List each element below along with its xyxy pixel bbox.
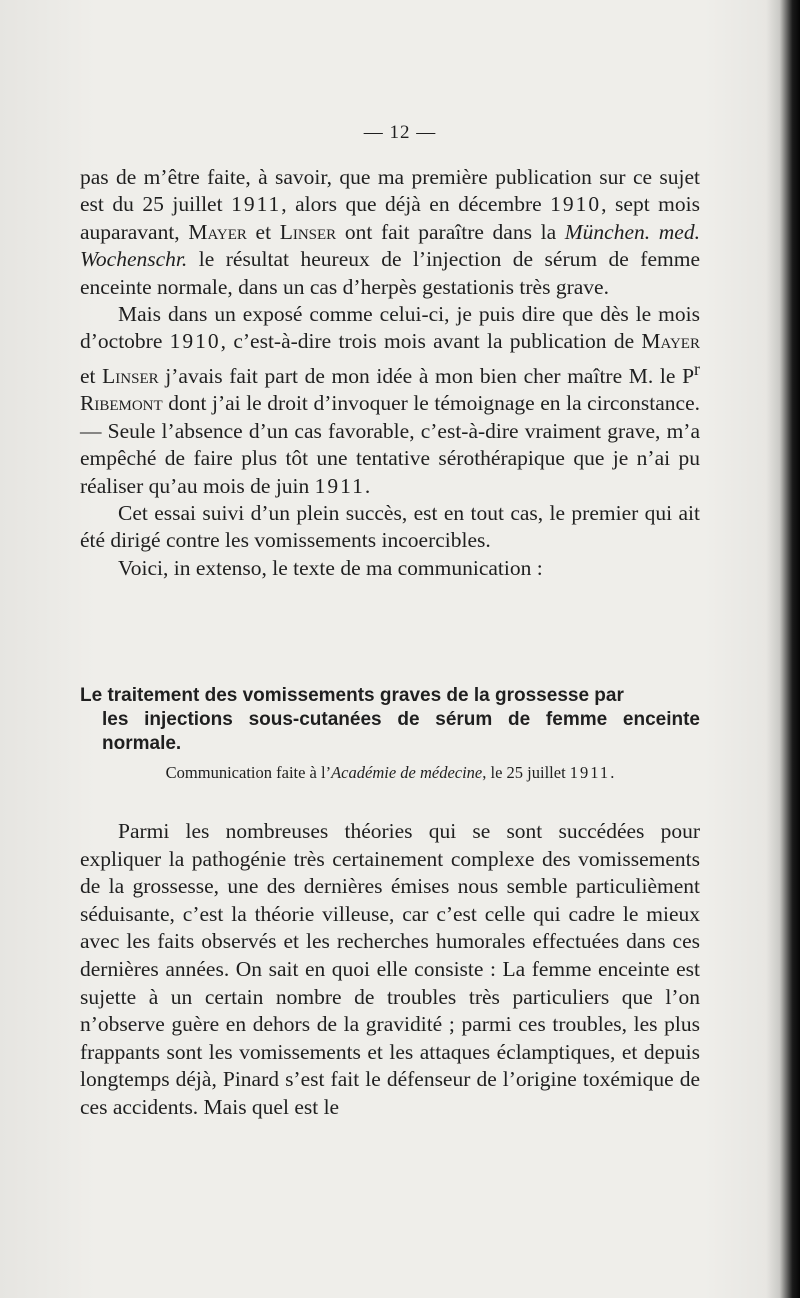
author-name-mayer: Mayer (188, 219, 247, 244)
communication-text-block (80, 818, 700, 1122)
paragraph-2-text-b: , c’est-à-dire trois mois avant la publication de (220, 329, 642, 354)
subtitle-text-b: , le 25 juillet (482, 763, 570, 782)
subtitle-year: 1911 (569, 763, 611, 782)
paragraph-4: Voici, in extenso, le texte de ma communication : (118, 555, 543, 580)
paragraph-1-text-d: et (246, 219, 280, 244)
academy-name: Académie de médecine (331, 763, 483, 782)
author-name-linser-2: Linser (102, 364, 159, 388)
paragraph-5: Parmi les nombreuses théories qui se sont succédées pour expliquer la pathogénie très certainement complexe des vomissements de la grossesse, une des dernières émises nous semble particulièment séduisante, c’est la théorie villeuse, car c’est celle qui cadre le mieux avec les faits observés et les recherches humorales effectuées dans ces dernières années. On sait en quoi elle consiste : La femme enceinte est sujette à un certain nombre de troubles très particuliers que l’on n’observe guère en dehors de la gravidité ; parmi ces troubles, les plus frappants sont les vomissements et les attaques éclamptiques, et depuis longtemps déjà, Pinard s’est fait le défenseur de l’origine toxémique de ces accidents. Mais quel est le (80, 819, 700, 1119)
paragraph-3: Cet essai suivi d’un plein succès, est en tout cas, le premier qui ait été dirigé contre les vomissements incoercibles. (80, 501, 700, 553)
paragraph-1-text-e: ont fait paraître dans la (336, 219, 565, 244)
paragraph-1 (80, 164, 700, 301)
paragraph-1-text-b: , alors que déjà en décembre (281, 192, 551, 217)
paragraph-2-text-e: dont j’ai le droit d’invoquer le témoignage en la circonstance. — Seule l’absence d’un cas favorable, c’est-à-dire vraiment grave, m’a empêché de faire plus tôt une tentative sérothérapique que je n’ai pu réaliser qu’au mois de juin (80, 391, 700, 498)
page-number: — 12 — (363, 122, 437, 143)
paragraph-1-text-a: pas de m’être faite, à savoir, que ma première publication sur ce sujet est du 25 juillet (80, 165, 700, 217)
author-name-linser: Linser (279, 219, 337, 244)
journal-title: München. med. Wochenschr. (80, 219, 700, 272)
professor-superscript: r (694, 358, 700, 379)
author-name-mayer-2: Mayer (641, 329, 700, 354)
section-heading-line-2: les injections sous-cutanées de sérum de femme enceinte normale. (102, 709, 700, 754)
section-subtitle (80, 762, 700, 784)
paragraph-2-text-d: j’avais fait part de mon idée à mon bien cher maître M. le P (158, 364, 695, 388)
book-spine-shadow (766, 0, 800, 1298)
paragraph-1-text-c: , sept mois auparavant, (80, 192, 700, 244)
paragraph-2-text-f: . (364, 473, 371, 498)
subtitle-text-c: . (610, 763, 615, 782)
paragraph-2-year-b: 1911 (314, 473, 365, 498)
author-name-ribemont: Ribemont (80, 391, 163, 416)
paragraph-2-text-c: et (80, 364, 103, 388)
paragraph-2-year-a: 1910 (169, 329, 221, 354)
section-heading (80, 684, 700, 756)
paragraph-2 (80, 301, 700, 500)
paragraph-1-year-a: 1911 (231, 192, 282, 217)
paragraph-1-year-b: 1910 (550, 192, 602, 217)
section-heading-line-1: Le traitement des vomissements graves de la grossesse par (80, 685, 624, 706)
paragraph-2-text-a: Mais dans un exposé comme celui-ci, je puis dire que dès le mois d’octobre (80, 302, 700, 354)
paragraph-1-text-f: le résultat heureux de l’injection de sérum de femme enceinte normale, dans un cas d’herpès gestationis très grave. (80, 247, 700, 299)
intro-text-block (80, 164, 700, 582)
subtitle-text-a: Communication faite à l’ (165, 763, 332, 782)
